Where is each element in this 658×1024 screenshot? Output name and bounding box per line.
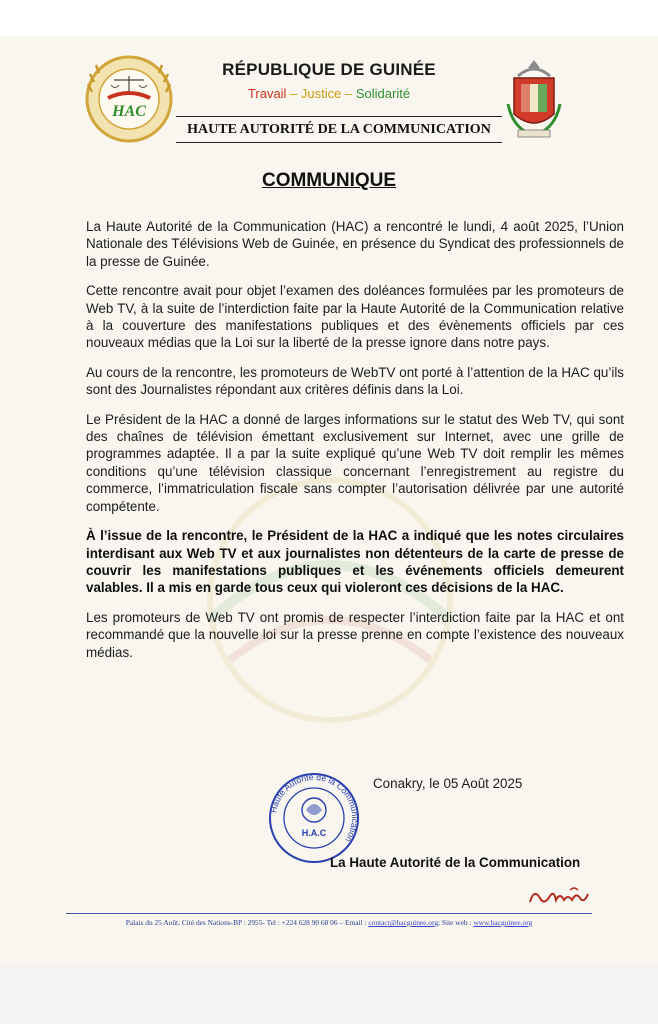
footer-address: Palais du 25 Août, Cité des Nations-BP : 2955- Tel : +224 628 90 68 06 – Email : bbox=[125, 918, 369, 927]
header-rule-bottom bbox=[176, 142, 502, 143]
footer-email-link[interactable]: contact@hacguinee.org bbox=[368, 918, 439, 927]
national-motto: Travail – Justice – Solidarité bbox=[247, 86, 411, 101]
paragraph-promoters: Au cours de la rencontre, les promoteurs de WebTV ont porté à l’attention de la HAC qu’ils sont des Journalistes répondant aux critères définis dans la Loi. bbox=[86, 364, 624, 398]
motto-word-solidarite: Solidarité bbox=[355, 86, 411, 101]
official-stamp-icon bbox=[262, 772, 366, 864]
bottom-margin bbox=[0, 966, 658, 1024]
communique-body bbox=[86, 218, 624, 673]
handwritten-signature bbox=[526, 884, 592, 910]
motto-word-justice: Justice bbox=[300, 86, 342, 101]
footer-website-link[interactable]: www.hacguinee.org bbox=[473, 918, 533, 927]
paragraph-web-tv-status: Le Président de la HAC a donné de larges informations sur le statut des Web TV, qui sont des chaînes de télévision émettant exclusivement sur Internet, avec une grille de programmes adaptée. Il a par la suite expliqué qu’une Web TV doit remplir les mêmes conditions qu’une télévision classique concernant l’enregistrement au registre du commerce, l’immatriculation fiscale sans compter l’autorisation délivrée par une autorité compétente. bbox=[86, 411, 624, 514]
footer-contact bbox=[66, 918, 592, 927]
paragraph-commitment: Les promoteurs de Web TV ont promis de respecter l’interdiction faite par la HAC et ont recommandé que la nouvelle loi sur la presse prenne en compte l’existence des nouveaux médias. bbox=[86, 609, 624, 660]
stamp-center-text: H.A.C bbox=[301, 828, 327, 838]
motto-word-travail: Travail bbox=[247, 86, 287, 101]
paragraph-decision: À l’issue de la rencontre, le Président de la HAC a indiqué que les notes circulaires interdisant aux Web TV et aux journalistes non détenteurs de la carte de presse de couvrir les manifestations publiques et les événements officiels demeurent valables. Il a mis en garde tous ceux qui violeront ces décisions de la HAC. bbox=[86, 528, 624, 596]
paragraph-meeting: La Haute Autorité de la Communication (HAC) a rencontré le lundi, 4 août 2025, l’Union Nationale des Télévisions Web de Guinée, en présence du Syndicat des professionnels de la presse de Guinée. bbox=[86, 219, 624, 269]
header-rule-top bbox=[176, 116, 502, 117]
country-title: RÉPUBLIQUE DE GUINÉE bbox=[222, 60, 436, 79]
stamp-ring-text: Haute Autorité de la Communication bbox=[268, 772, 361, 845]
date-line: Conakry, le 05 Août 2025 bbox=[373, 776, 523, 791]
signatory-name: La Haute Autorité de la Communication bbox=[330, 855, 581, 870]
communique-title: COMMUNIQUE bbox=[261, 170, 397, 191]
paragraph-purpose: Cette rencontre avait pour objet l’examen des doléances formulées par les promoteurs de Web TV, à la suite de l’interdiction faite par la Haute Autorité de la Communication relative à la couverture des manifestations publiques et des évènements officiels par ces nouveaux médias que la Loi sur la liberté de la presse ignore dans notre pays. bbox=[86, 283, 624, 351]
footer-rule bbox=[66, 913, 592, 914]
organization-name: HAUTE AUTORITÉ DE LA COMMUNICATION bbox=[187, 122, 491, 137]
hac-logo-text: HAC bbox=[112, 103, 146, 120]
footer-site-label: ; Site web : bbox=[438, 918, 474, 927]
